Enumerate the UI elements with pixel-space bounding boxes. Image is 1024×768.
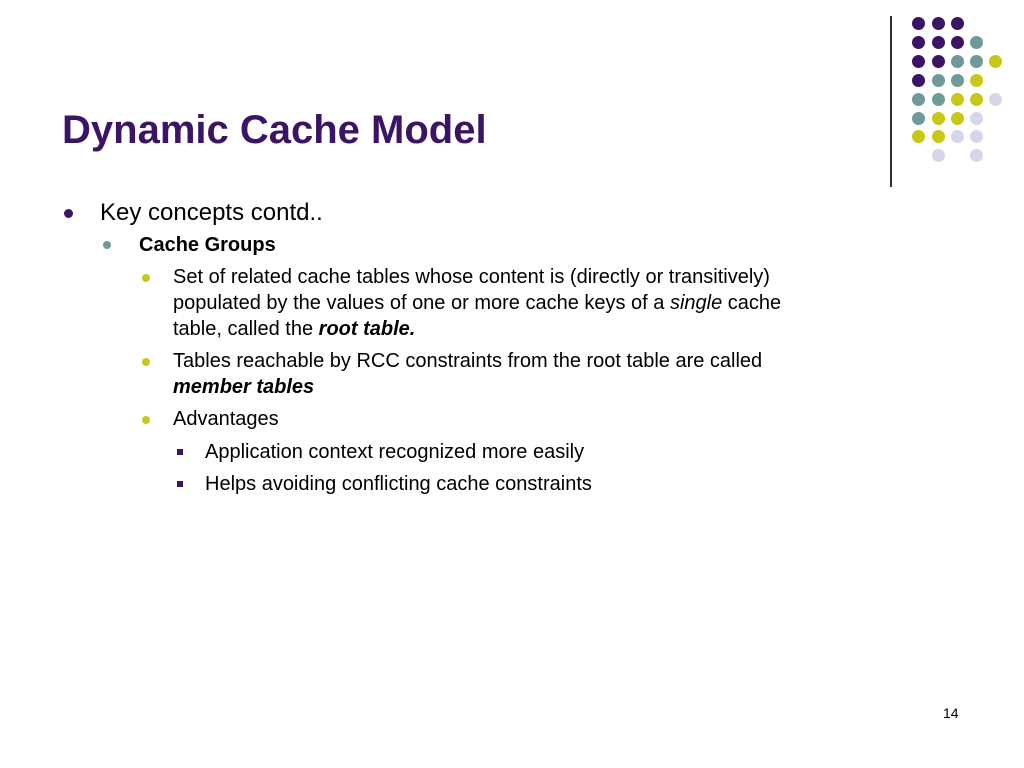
text-span: cache <box>722 292 782 314</box>
bullet-square-icon <box>177 481 183 487</box>
bullet-dot-icon <box>142 274 150 282</box>
bullet-advantages: Advantages <box>173 408 279 430</box>
bullet-set-of-related-line2 <box>173 290 781 316</box>
bullet-cache-groups: Cache Groups <box>139 234 276 256</box>
emphasis-member-tables: member tables <box>173 376 315 398</box>
bullet-key-concepts: Key concepts contd.. <box>100 199 323 226</box>
text-span: populated by the values of one or more cache keys of a <box>173 292 670 314</box>
bullet-dot-icon <box>64 209 73 218</box>
bullet-square-icon <box>177 449 183 455</box>
slide-title: Dynamic Cache Model <box>62 108 487 152</box>
bullet-set-of-related-line3 <box>173 316 415 342</box>
text-span: table, called the <box>173 318 319 340</box>
emphasis-single: single <box>669 292 723 314</box>
bullet-application-context: Application context recognized more easily <box>205 441 585 463</box>
bullet-dot-icon <box>142 416 150 424</box>
bullet-tables-reachable-line1: Tables reachable by RCC constraints from the root table are called <box>173 350 763 372</box>
bullet-dot-icon <box>103 241 111 249</box>
bullet-set-of-related-line1: Set of related cache tables whose content is (directly or transitively) <box>173 266 770 288</box>
emphasis-root-table: root table. <box>318 318 416 340</box>
bullet-helps-avoiding: Helps avoiding conflicting cache constraints <box>205 473 592 495</box>
bullet-dot-icon <box>142 358 150 366</box>
page-number: 14 <box>943 705 959 721</box>
